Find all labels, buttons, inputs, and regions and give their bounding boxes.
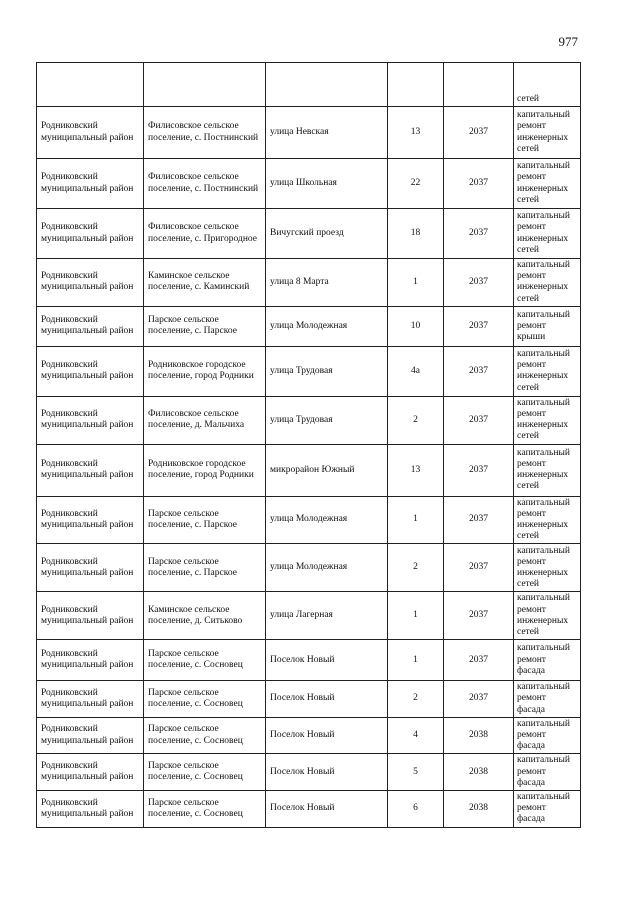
cell-number: 1 xyxy=(388,496,444,544)
cell-district: Родниковский муниципальный район xyxy=(37,209,144,259)
cell-work: капитальный ремонт инженерных сетей xyxy=(514,544,581,592)
cell-number: 1 xyxy=(388,592,444,640)
cell-district: Родниковский муниципальный район xyxy=(37,791,144,828)
cell-district: Родниковский муниципальный район xyxy=(37,444,144,496)
table-row xyxy=(37,717,581,754)
cell-number: 2 xyxy=(388,544,444,592)
cell-district: Родниковский муниципальный район xyxy=(37,306,144,346)
cell-settlement: Филисовское сельское поселение, д. Мальчиха xyxy=(144,396,266,444)
cell-number: 13 xyxy=(388,444,444,496)
cell-settlement: Родниковское городское поселение, город Родники xyxy=(144,346,266,396)
cell-number xyxy=(388,63,444,107)
cell-settlement: Парское сельское поселение, с. Парское xyxy=(144,496,266,544)
cell-number: 1 xyxy=(388,259,444,307)
cell-district: Родниковский муниципальный район xyxy=(37,396,144,444)
cell-street: улица 8 Марта xyxy=(266,259,388,307)
repair-schedule-table xyxy=(36,62,581,828)
cell-work: капитальный ремонт инженерных сетей xyxy=(514,592,581,640)
cell-number: 22 xyxy=(388,159,444,209)
cell-year: 2037 xyxy=(444,159,514,209)
cell-street: улица Лагерная xyxy=(266,592,388,640)
cell-settlement: Парское сельское поселение, с. Сосновец xyxy=(144,681,266,718)
cell-work: капитальный ремонт инженерных сетей xyxy=(514,259,581,307)
cell-street: улица Молодежная xyxy=(266,496,388,544)
cell-street: Вичугский проезд xyxy=(266,209,388,259)
cell-district: Родниковский муниципальный район xyxy=(37,544,144,592)
cell-number: 18 xyxy=(388,209,444,259)
cell-street: Поселок Новый xyxy=(266,717,388,754)
table-row xyxy=(37,640,581,681)
cell-number: 1 xyxy=(388,640,444,681)
table-row xyxy=(37,259,581,307)
cell-work: капитальный ремонт инженерных сетей xyxy=(514,346,581,396)
continuation-row xyxy=(37,63,581,107)
cell-year xyxy=(444,63,514,107)
cell-work: капитальный ремонт инженерных сетей xyxy=(514,209,581,259)
cell-district: Родниковский муниципальный район xyxy=(37,717,144,754)
cell-settlement: Парское сельское поселение, с. Сосновец xyxy=(144,640,266,681)
cell-district: Родниковский муниципальный район xyxy=(37,259,144,307)
cell-district: Родниковский муниципальный район xyxy=(37,346,144,396)
table-row xyxy=(37,592,581,640)
cell-work: капитальный ремонт фасада xyxy=(514,681,581,718)
cell-district xyxy=(37,63,144,107)
cell-settlement: Парское сельское поселение, с. Сосновец xyxy=(144,754,266,791)
cell-street: улица Молодежная xyxy=(266,306,388,346)
cell-settlement: Каминское сельское поселение, с. Каминский xyxy=(144,259,266,307)
cell-street: улица Школьная xyxy=(266,159,388,209)
table-body xyxy=(37,63,581,828)
cell-street: Поселок Новый xyxy=(266,640,388,681)
cell-number: 10 xyxy=(388,306,444,346)
cell-settlement: Филисовское сельское поселение, с. Пригородное xyxy=(144,209,266,259)
cell-street: микрорайон Южный xyxy=(266,444,388,496)
cell-district: Родниковский муниципальный район xyxy=(37,496,144,544)
cell-year: 2037 xyxy=(444,306,514,346)
cell-year: 2037 xyxy=(444,346,514,396)
cell-settlement: Родниковское городское поселение, город Родники xyxy=(144,444,266,496)
cell-work: капитальный ремонт инженерных сетей xyxy=(514,496,581,544)
cell-settlement: Парское сельское поселение, с. Сосновец xyxy=(144,791,266,828)
cell-settlement: Парское сельское поселение, с. Сосновец xyxy=(144,717,266,754)
table-row xyxy=(37,754,581,791)
table-row xyxy=(37,396,581,444)
cell-district: Родниковский муниципальный район xyxy=(37,681,144,718)
cell-work: капитальный ремонт фасада xyxy=(514,717,581,754)
table-row xyxy=(37,444,581,496)
cell-work: капитальный ремонт крыши xyxy=(514,306,581,346)
table-row xyxy=(37,107,581,159)
cell-settlement: Парское сельское поселение, с. Парское xyxy=(144,306,266,346)
cell-street: улица Молодежная xyxy=(266,544,388,592)
cell-street: улица Трудовая xyxy=(266,396,388,444)
cell-year: 2037 xyxy=(444,396,514,444)
cell-settlement: Филисовское сельское поселение, с. Постнинский xyxy=(144,159,266,209)
cell-district: Родниковский муниципальный район xyxy=(37,159,144,209)
cell-district: Родниковский муниципальный район xyxy=(37,592,144,640)
cell-street xyxy=(266,63,388,107)
cell-work: сетей xyxy=(514,63,581,107)
cell-year: 2037 xyxy=(444,681,514,718)
cell-year: 2037 xyxy=(444,259,514,307)
cell-work: капитальный ремонт инженерных сетей xyxy=(514,444,581,496)
cell-year: 2037 xyxy=(444,640,514,681)
cell-number: 13 xyxy=(388,107,444,159)
cell-work: капитальный ремонт инженерных сетей xyxy=(514,159,581,209)
cell-district: Родниковский муниципальный район xyxy=(37,640,144,681)
cell-year: 2037 xyxy=(444,496,514,544)
cell-year: 2037 xyxy=(444,592,514,640)
cell-work: капитальный ремонт инженерных сетей xyxy=(514,396,581,444)
cell-district: Родниковский муниципальный район xyxy=(37,107,144,159)
table-row xyxy=(37,496,581,544)
table-row xyxy=(37,791,581,828)
table-row xyxy=(37,681,581,718)
cell-work: капитальный ремонт инженерных сетей xyxy=(514,107,581,159)
cell-number: 4а xyxy=(388,346,444,396)
cell-district: Родниковский муниципальный район xyxy=(37,754,144,791)
cell-settlement: Филисовское сельское поселение, с. Постнинский xyxy=(144,107,266,159)
cell-street: Поселок Новый xyxy=(266,754,388,791)
cell-year: 2037 xyxy=(444,544,514,592)
cell-year: 2038 xyxy=(444,791,514,828)
cell-year: 2037 xyxy=(444,209,514,259)
cell-work: капитальный ремонт фасада xyxy=(514,754,581,791)
table-row xyxy=(37,346,581,396)
cell-year: 2038 xyxy=(444,717,514,754)
cell-settlement: Каминское сельское поселение, д. Ситьково xyxy=(144,592,266,640)
table-row xyxy=(37,306,581,346)
cell-year: 2038 xyxy=(444,754,514,791)
cell-year: 2037 xyxy=(444,107,514,159)
cell-work: капитальный ремонт фасада xyxy=(514,791,581,828)
table-row xyxy=(37,209,581,259)
cell-settlement: Парское сельское поселение, с. Парское xyxy=(144,544,266,592)
cell-number: 2 xyxy=(388,396,444,444)
table-row xyxy=(37,159,581,209)
cell-number: 2 xyxy=(388,681,444,718)
cell-work: капитальный ремонт фасада xyxy=(514,640,581,681)
cell-street: улица Трудовая xyxy=(266,346,388,396)
cell-street: улица Невская xyxy=(266,107,388,159)
cell-number: 4 xyxy=(388,717,444,754)
cell-number: 5 xyxy=(388,754,444,791)
cell-street: Поселок Новый xyxy=(266,681,388,718)
page-number: 977 xyxy=(558,34,578,49)
cell-number: 6 xyxy=(388,791,444,828)
cell-settlement xyxy=(144,63,266,107)
table-row xyxy=(37,544,581,592)
cell-street: Поселок Новый xyxy=(266,791,388,828)
cell-year: 2037 xyxy=(444,444,514,496)
